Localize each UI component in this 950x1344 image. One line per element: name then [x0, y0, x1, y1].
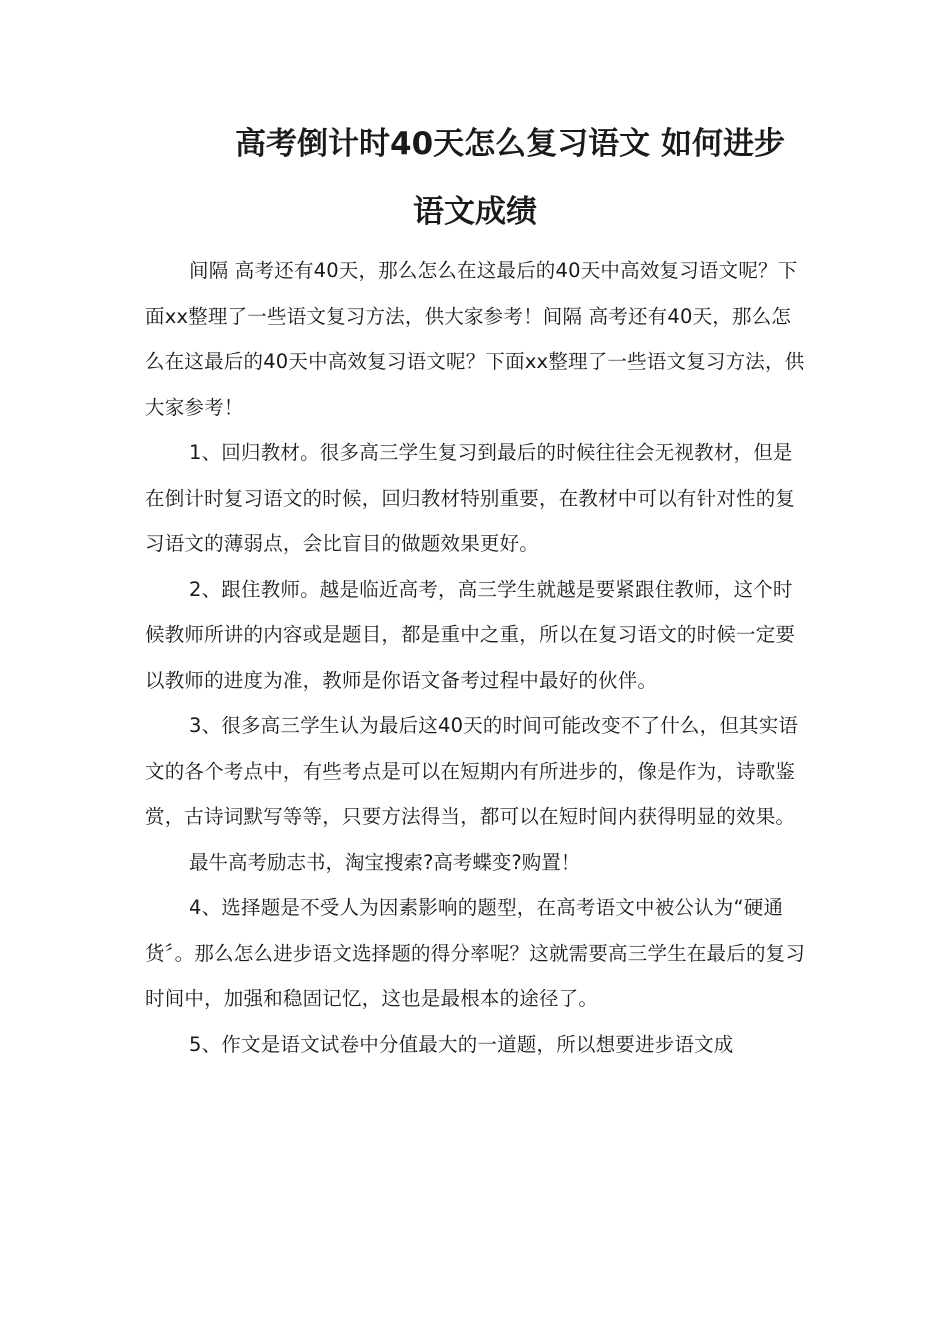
promo-line: 最牛高考励志书，淘宝搜索?高考蝶变?购置！: [189, 850, 581, 874]
tip-3-paragraph: 3、很多高三学生认为最后这40天的时间可能改变不了什么，但其实语文的各个考点中，有些考点是可以在短期内有所进步的，像是作为，诗歌鉴赏，古诗词默写等等，只要方法得当，都可以在短时间内获得明显的效果。: [145, 714, 799, 828]
tip-4-paragraph: 4、选择题是不受人为因素影响的题型，在高考语文中被公认为“硬通货〞。那么怎么进步语文选择题的得分率呢？这就需要高三学生在最后的复习时间中，加强和稳固记忆，这也是最根本的途径了。: [145, 896, 806, 1010]
document-body: [145, 248, 810, 1067]
tip-2-paragraph: 2、跟住教师。越是临近高考，高三学生就越是要紧跟住教师，这个时候教师所讲的内容或是题目，都是重中之重，所以在复习语文的时候一定要以教师的进度为准，教师是你语文备考过程中最好的伙伴。: [145, 577, 796, 692]
document-title-line-2: 语文成绩: [413, 194, 537, 230]
intro-paragraph: 间隔 高考还有40天，那么怎么在这最后的40天中高效复习语文呢？下面xx整理了一些语文复习方法，供大家参考！间隔 高考还有40天，那么怎么在这最后的40天中高效复习语文呢？下面xx整理了一些语文复习方法，供大家参考！: [145, 259, 805, 419]
tip-1-paragraph: 1、回归教材。很多高三学生复习到最后的时候往往会无视教材，但是在倒计时复习语文的时候，回归教材特别重要，在教材中可以有针对性的复习语文的薄弱点，会比盲目的做题效果更好。: [145, 441, 796, 555]
tip-5-paragraph: 5、作文是语文试卷中分值最大的一道题，所以想要进步语文成: [189, 1032, 734, 1056]
document-title-line-1: 高考倒计时40天怎么复习语文 如何进步: [235, 126, 785, 162]
